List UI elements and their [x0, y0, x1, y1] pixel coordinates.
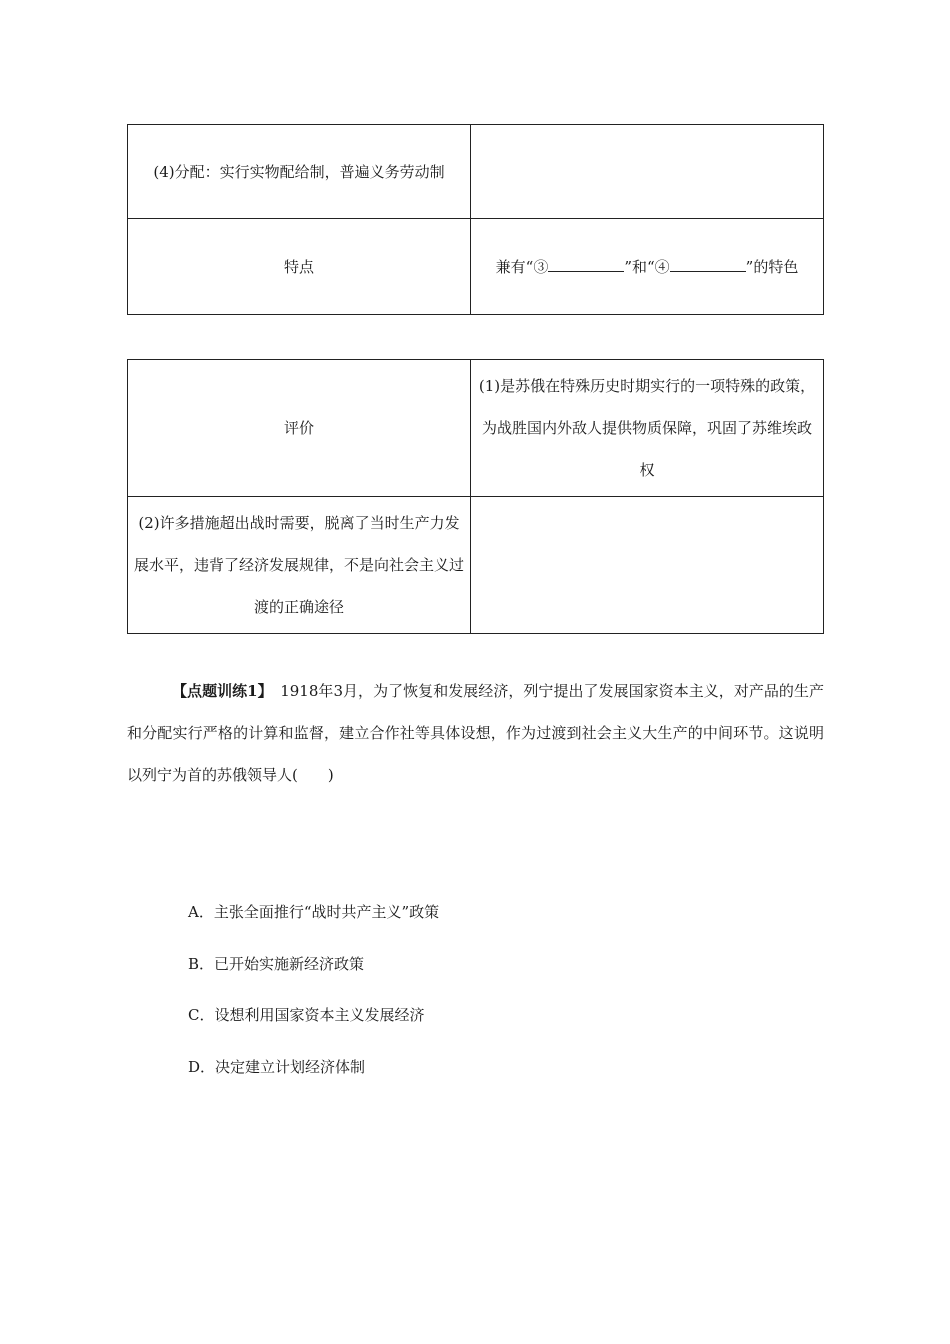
empty-cell [471, 497, 824, 634]
feature-suffix: ”的特色 [745, 257, 799, 276]
empty-cell [471, 125, 824, 219]
question-text: 1918年3月，为了恢复和发展经济，列宁提出了发展国家资本主义，对产品的生产和分配实行严格的计算和监督，建立合作社等具体设想，作为过渡到社会主义大生产的中间环节。这说明以列宁为首的苏俄领导人( ) [127, 682, 824, 784]
feature-cell [471, 219, 824, 315]
distribution-cell: (4)分配：实行实物配给制，普遍义务劳动制 [128, 125, 471, 219]
option-a[interactable]: A．主张全面推行“战时共产主义”政策 [188, 903, 440, 921]
blank-4[interactable] [670, 255, 746, 272]
question-stem [127, 670, 824, 796]
blank-3[interactable] [548, 255, 624, 272]
option-c[interactable]: C．设想利用国家资本主义发展经济 [188, 1006, 425, 1024]
policy-table-upper [127, 124, 824, 315]
question-tag: 【点题训练1】 [172, 682, 266, 700]
feature-label: 特点 [128, 219, 471, 315]
feature-mid: ”和“④ [624, 257, 670, 276]
option-d[interactable]: D．决定建立计划经济体制 [188, 1058, 366, 1076]
feature-prefix: 兼有“③ [495, 257, 549, 276]
evaluation-positive-cell: (1)是苏俄在特殊历史时期实行的一项特殊的政策，为战胜国内外敌人提供物质保障，巩固了苏维埃政权 [471, 360, 824, 497]
policy-table-evaluation [127, 359, 824, 634]
evaluation-negative-cell: (2)许多措施超出战时需要，脱离了当时生产力发展水平，违背了经济发展规律，不是向社会主义过渡的正确途径 [128, 497, 471, 634]
evaluation-label: 评价 [128, 360, 471, 497]
option-b[interactable]: B．已开始实施新经济政策 [188, 955, 365, 973]
